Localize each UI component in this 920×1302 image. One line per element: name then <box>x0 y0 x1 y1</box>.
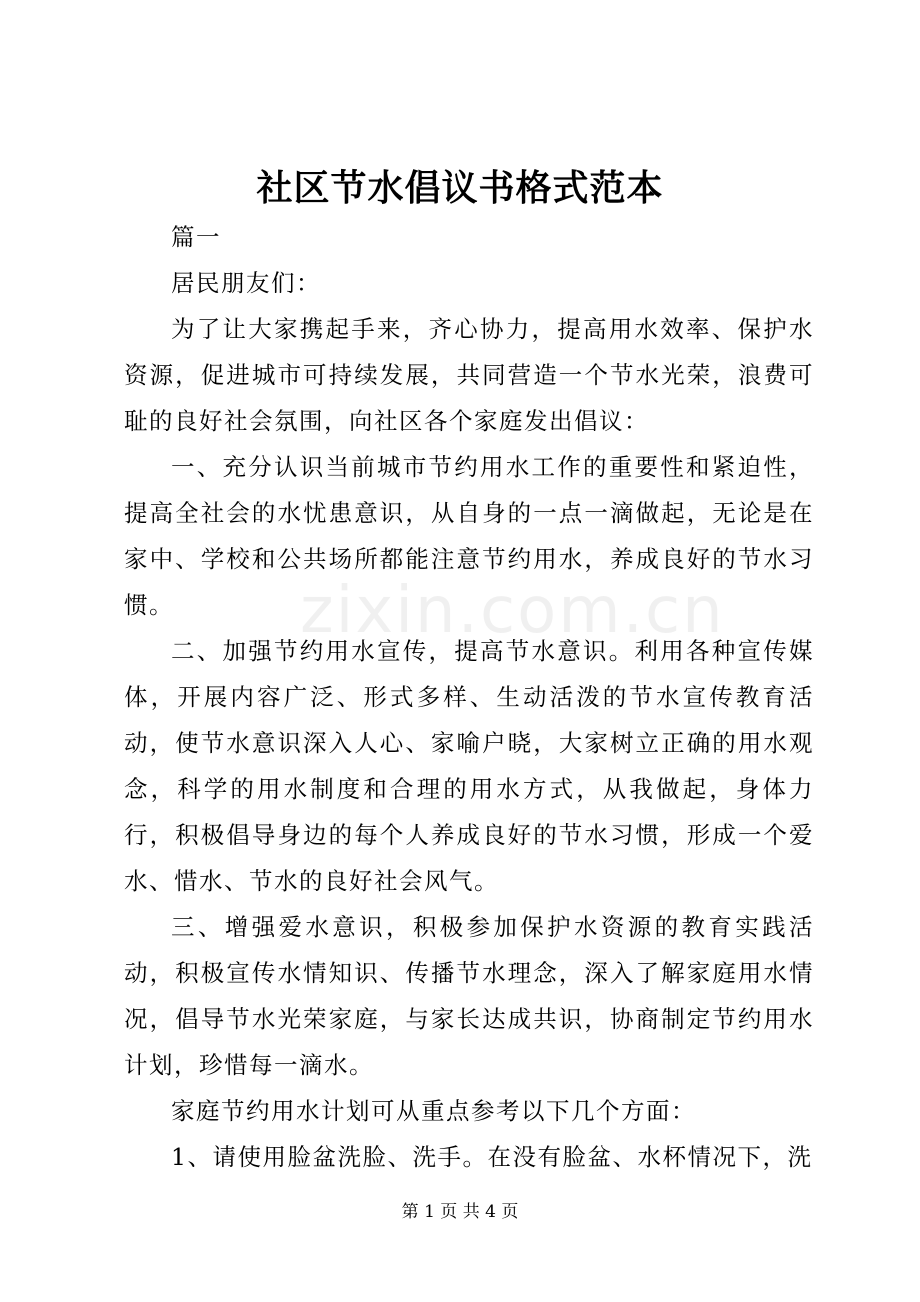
point-two-paragraph: 二、加强节约用水宣传，提高节水意识。利用各种宣传媒体，开展内容广泛、形式多样、生动活泼的节水宣传教育活动，使节水意识深入人心、家喻户晓，大家树立正确的用水观念，科学的用水制度和合理的用水方式，从我做起，身体力行，积极倡导身边的每个人养成良好的节水习惯，形成一个爱水、惜水、节水的良好社会风气。 <box>124 637 814 895</box>
salutation: 居民朋友们： <box>171 269 321 297</box>
intro-paragraph: 为了让大家携起手来，齐心协力，提高用水效率、保护水资源，促进城市可持续发展，共同营造一个节水光荣，浪费可耻的良好社会氛围，向社区各个家庭发出倡议： <box>124 315 814 435</box>
document-title: 社区节水倡议书格式范本 <box>256 167 664 209</box>
point-three-paragraph: 三、增强爱水意识，积极参加保护水资源的教育实践活动，积极宣传水情知识、传播节水理念，深入了解家庭用水情况，倡导节水光荣家庭，与家长达成共识，协商制定节约用水计划，珍惜每一滴水。 <box>124 913 814 1079</box>
page-footer: 第 1 页 共 4 页 <box>401 1202 519 1222</box>
plan-item-one-paragraph: 1、请使用脸盆洗脸、洗手。在没有脸盆、水杯情况下，洗 <box>171 1143 813 1171</box>
section-label: 篇一 <box>171 223 221 251</box>
document-body <box>124 214 814 1180</box>
point-one-paragraph: 一、充分认识当前城市节约用水工作的重要性和紧迫性，提高全社会的水忧患意识，从自身的一点一滴做起，无论是在家中、学校和公共场所都能注意节约用水，养成良好的节水习惯。 <box>124 453 814 619</box>
watermark: zixin.com.cn <box>300 574 725 648</box>
plan-intro-paragraph: 家庭节约用水计划可从重点参考以下几个方面： <box>171 1097 696 1125</box>
